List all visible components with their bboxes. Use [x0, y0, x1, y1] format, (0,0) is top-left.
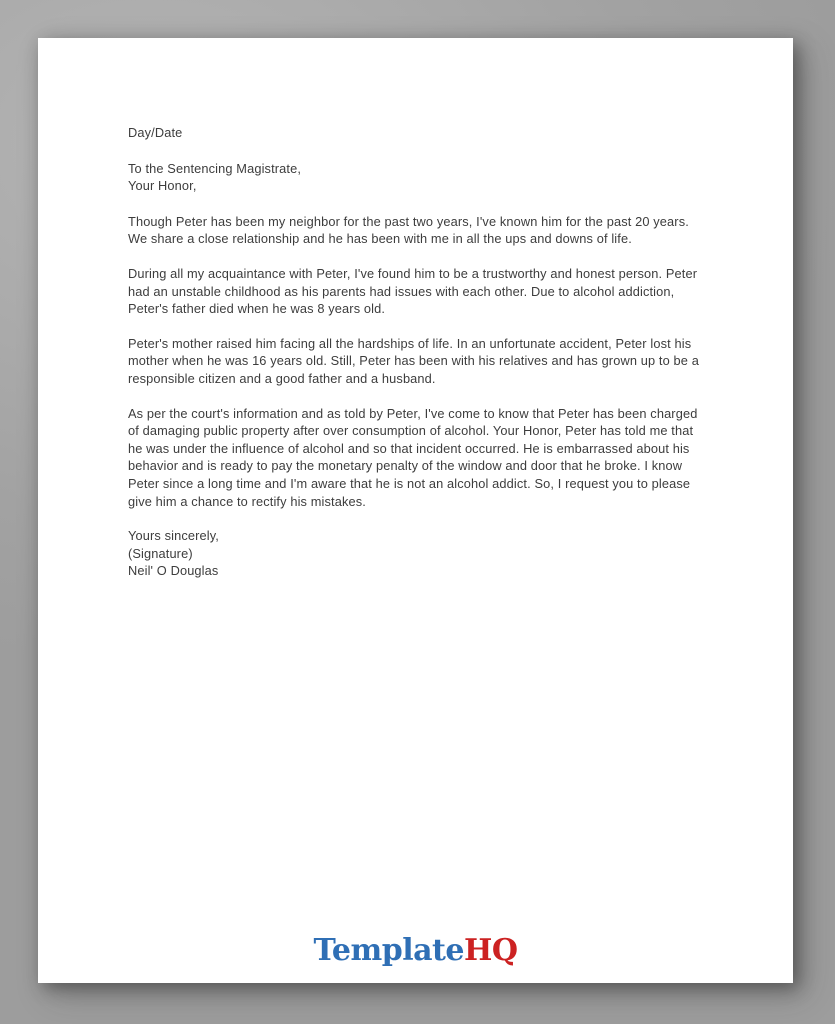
closing-line-1: Yours sincerely,: [128, 528, 219, 544]
salutation-block: [128, 160, 700, 195]
salutation-line-1: To the Sentencing Magistrate,: [128, 160, 302, 176]
body-paragraph-2: During all my acquaintance with Peter, I've found him to be a trustworthy and honest person. Peter had an unstable childhood as his parents had issues with each other. Due to alcohol addiction, Peter's father died when he was 8 years old.: [128, 265, 698, 317]
body-paragraph-3: Peter's mother raised him facing all the hardships of life. In an unfortunate accident, Peter lost his mother when he was 16 years old. Still, Peter has been with his relatives and has grown up to be a responsible citizen and a good father and a husband.: [128, 335, 699, 386]
brand-accent-text: HQ: [463, 933, 518, 968]
letter-body: [128, 124, 700, 597]
body-paragraph-4: As per the court's information and as told by Peter, I've come to know that Peter has been charged of damaging public property after over consumption of alcohol. Your Honor, Peter has told me that he was under the influence of alcohol and so that incident occurred. He is embarrassed about his behavior and is ready to pay the monetary penalty of the window and door that he broke. I know Peter since a long time and I'm aware that he is not an alcohol addict. So, I request you to please give him a chance to rectify his mistakes.: [128, 405, 698, 509]
brand-primary-text: Template: [313, 933, 464, 968]
date-block: [128, 124, 700, 142]
signature-placeholder: (Signature): [128, 545, 193, 561]
document-page: [38, 38, 793, 983]
body-paragraph-1: Though Peter has been my neighbor for the past two years, I've known him for the past 20 years. We share a close relationship and he has been with me in all the ups and downs of life.: [128, 213, 689, 247]
brand-logo: [38, 933, 793, 968]
signer-name: Neil' O Douglas: [128, 563, 219, 579]
salutation-line-2: Your Honor,: [128, 178, 197, 194]
date-line: Day/Date: [128, 125, 183, 140]
closing-block: [128, 527, 700, 580]
